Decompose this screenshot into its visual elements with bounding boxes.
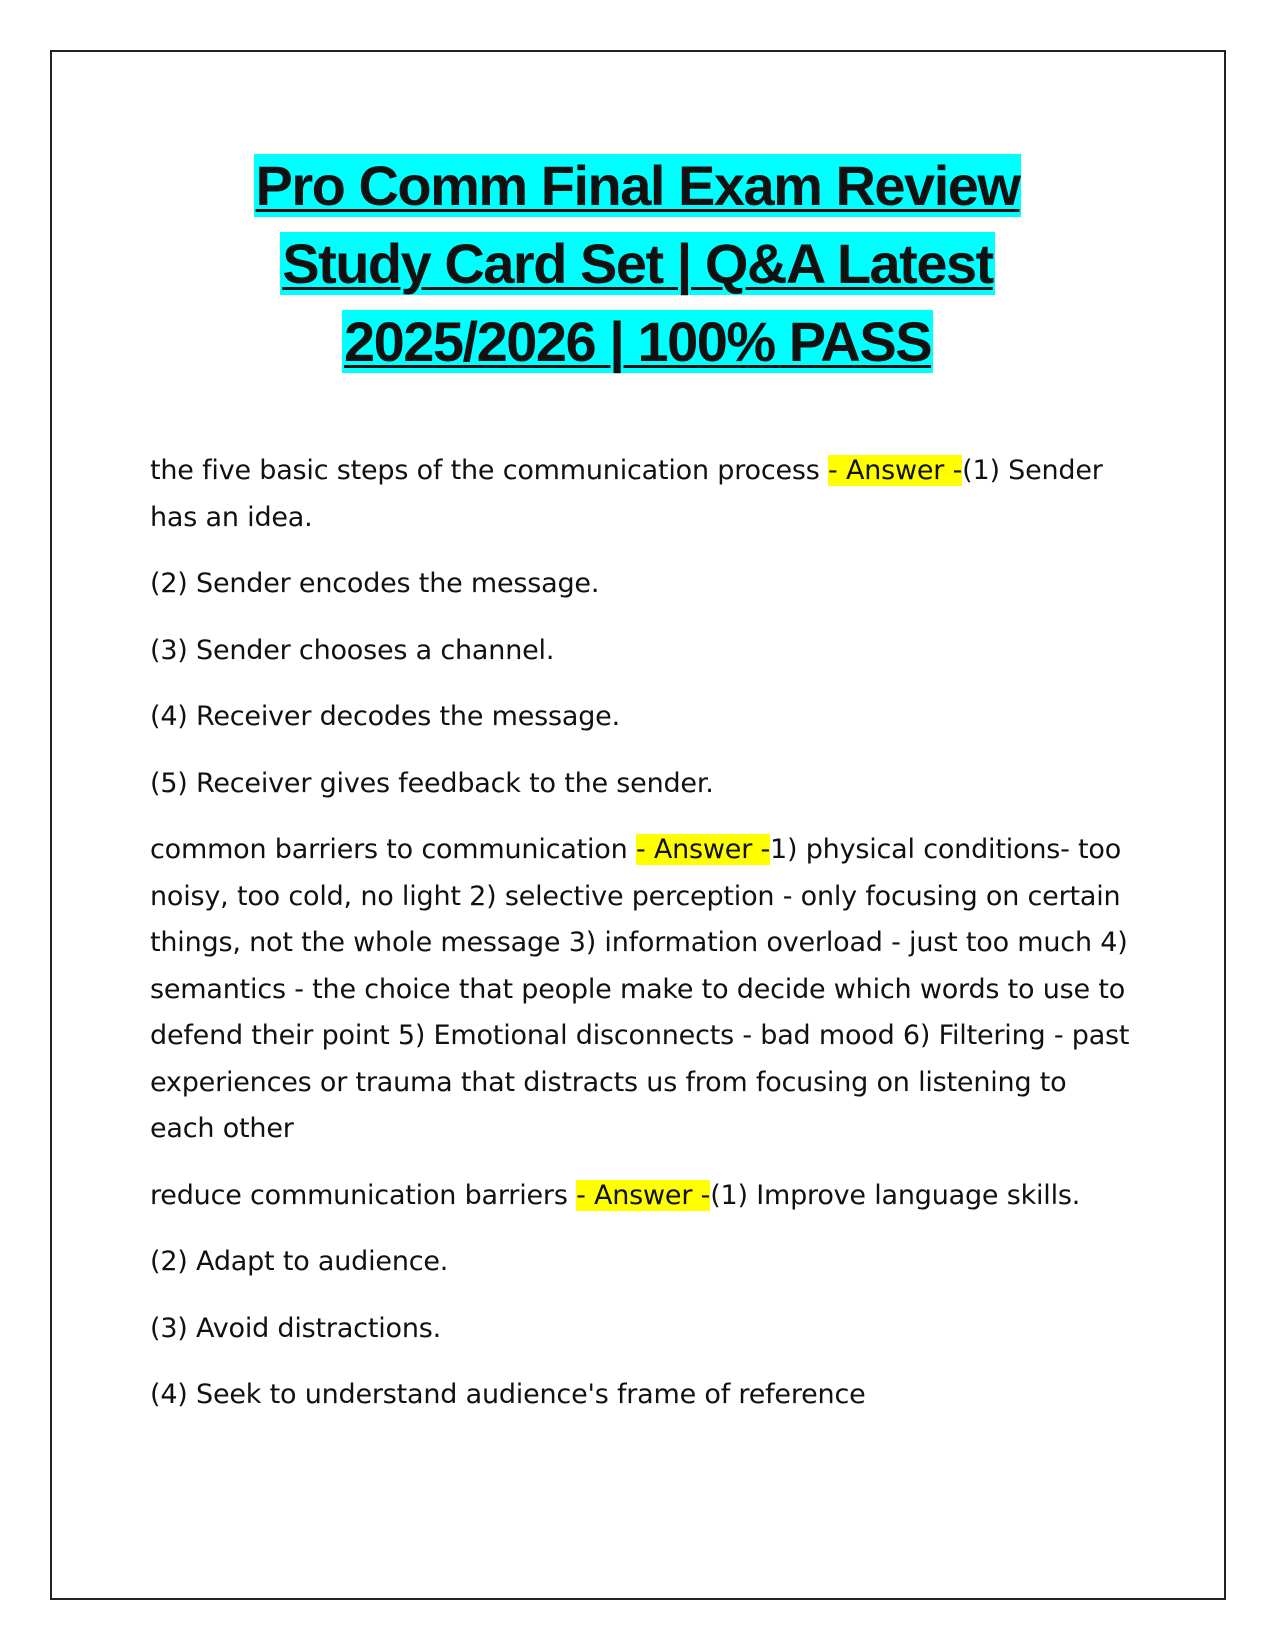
document-title bbox=[150, 150, 1125, 384]
title-line-1 bbox=[254, 150, 1022, 222]
card-3-answer-marker: - Answer - bbox=[576, 1179, 711, 1211]
card-3-answer-text: (1) Improve language skills. bbox=[710, 1179, 1081, 1211]
document-body bbox=[150, 448, 1130, 1439]
card-3-answer-line-3: (3) Avoid distractions. bbox=[150, 1312, 441, 1344]
card-2-answer-marker: - Answer - bbox=[635, 834, 771, 865]
card-1-answer-line-3: (3) Sender chooses a channel. bbox=[150, 634, 555, 666]
title-line-2 bbox=[280, 228, 995, 300]
title-line-1-text: Pro Comm Final Exam Review bbox=[255, 154, 1020, 217]
card-1-answer-line-2: (2) Sender encodes the message. bbox=[150, 568, 600, 599]
card-1-first-paragraph bbox=[150, 448, 1130, 541]
card-1-answer-line-4: (4) Receiver decodes the message. bbox=[150, 701, 620, 732]
card-1-answer-marker: - Answer - bbox=[828, 455, 963, 486]
card-3-first-paragraph bbox=[150, 1173, 1130, 1220]
card-1-question: the five basic steps of the communication process bbox=[150, 455, 829, 486]
card-2-first-paragraph bbox=[150, 827, 1130, 1153]
card-3-answer-line-2: (2) Adapt to audience. bbox=[150, 1246, 449, 1277]
card-2-answer-text: 1) physical conditions- too noisy, too cold, no light 2) selective perception - only focusing on certain things, not the whole message 3) information overload - just too much 4) semantics - the choice that people make to decide which words to use to defend their point 5) Emotional disconnects - bad mood 6) Filtering - past experiences or trauma that distracts us from focusing on listening to each other bbox=[150, 834, 1130, 1144]
card-1-answer-line-5: (5) Receiver gives feedback to the sender. bbox=[150, 767, 714, 799]
card-2-question: common barriers to communication bbox=[150, 834, 636, 865]
title-line-2-text: Study Card Set | Q&A Latest bbox=[282, 232, 993, 295]
title-line-3-text: 2025/2026 | 100% PASS bbox=[343, 310, 932, 373]
card-1-answer-text: (1) Sender has an idea. bbox=[150, 455, 1103, 533]
title-line-3 bbox=[342, 306, 933, 378]
card-3-question: reduce communication barriers bbox=[150, 1179, 577, 1211]
card-3-answer-line-4: (4) Seek to understand audience's frame of reference bbox=[150, 1379, 866, 1410]
